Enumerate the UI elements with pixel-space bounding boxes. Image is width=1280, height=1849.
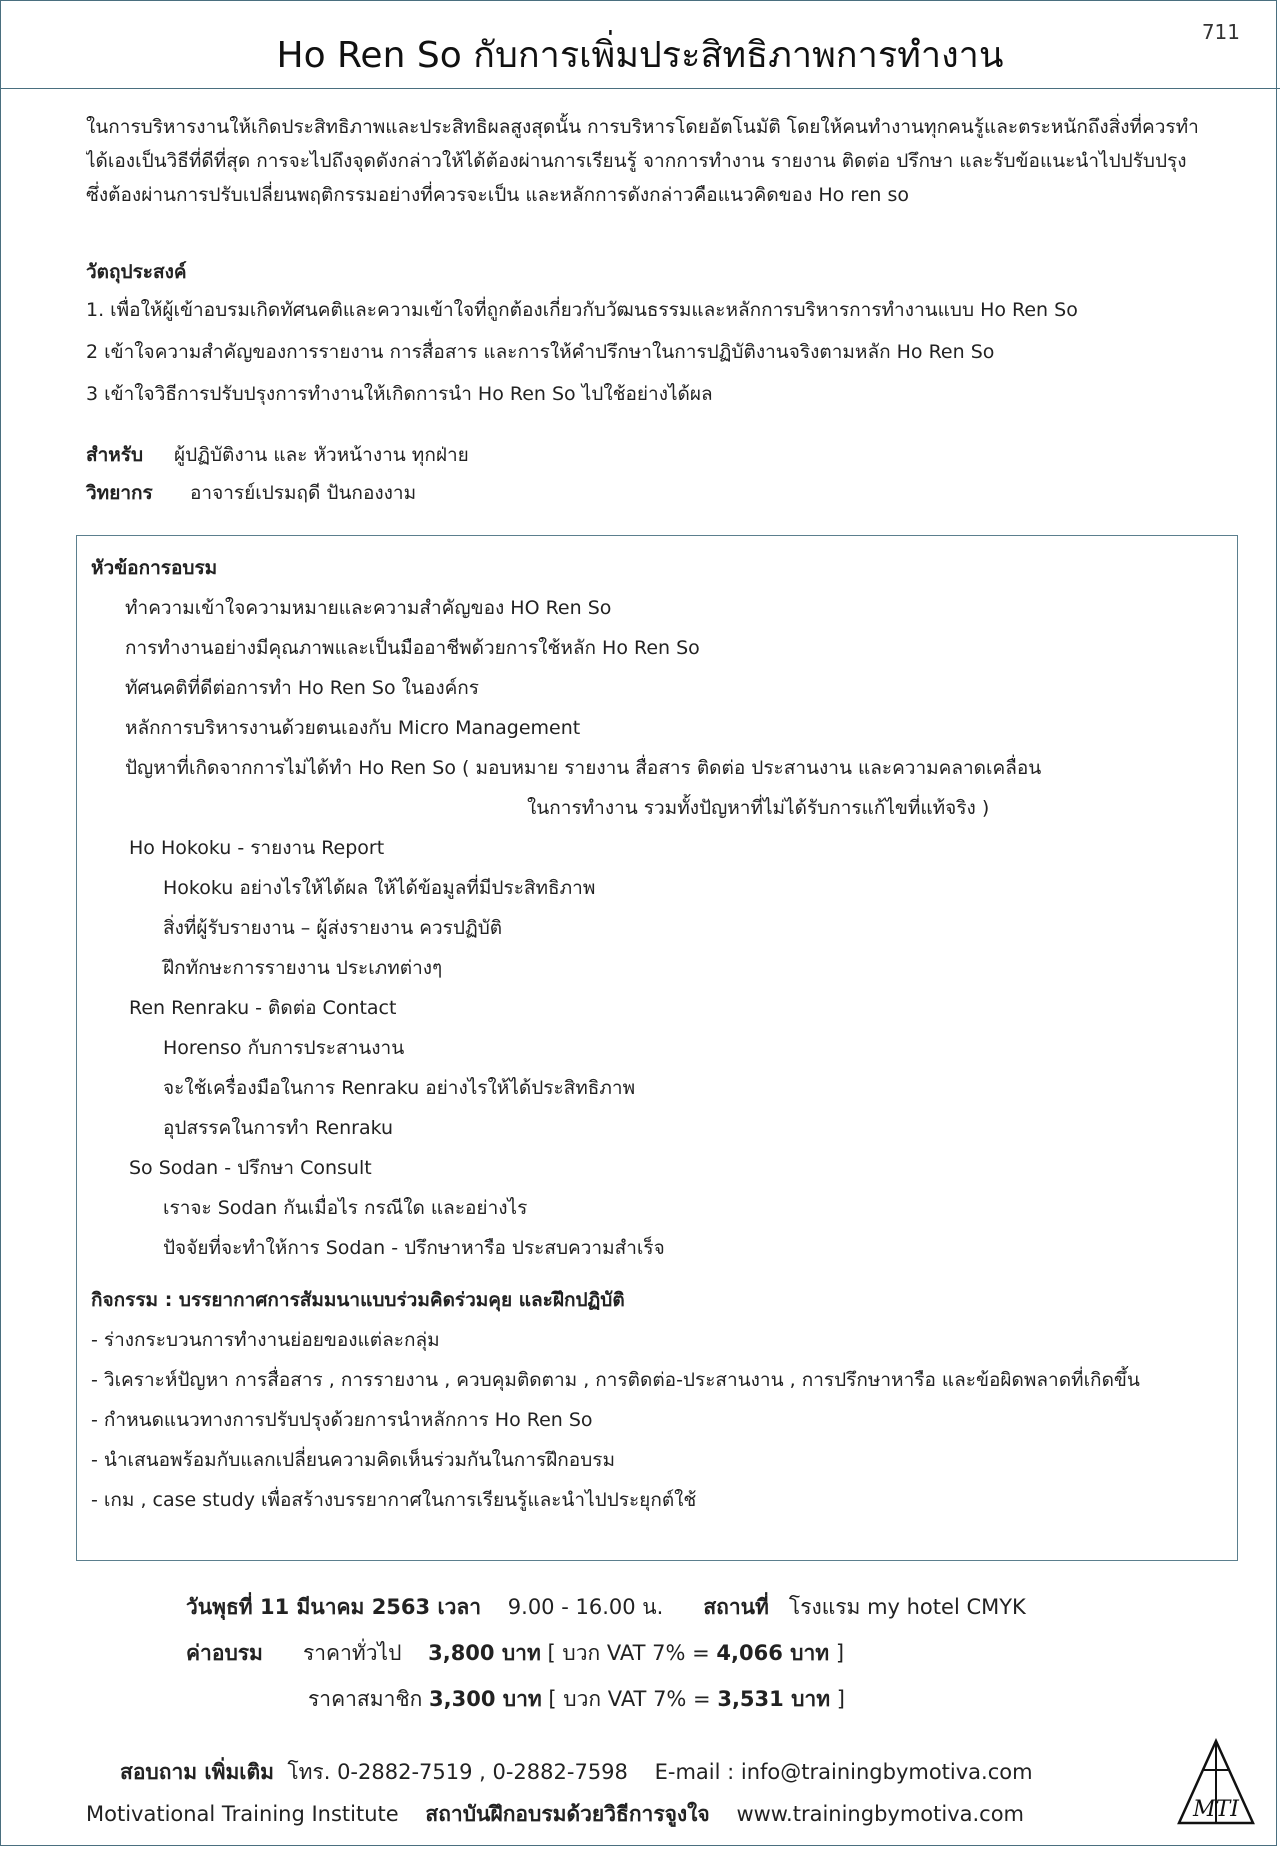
footer (0, 1751, 1280, 1835)
topics-box (76, 535, 1238, 1561)
member-price: 3,300 บาท (429, 1687, 542, 1711)
course-meta (86, 436, 469, 512)
topic-subitem: จะใช้เครื่องมือในการ Renraku อย่างไรให้ได้ประสิทธิภาพ (163, 1077, 636, 1099)
intro-paragraph (86, 110, 1266, 212)
audience-label: สำหรับ (86, 444, 144, 466)
institute-name-th: สถาบันฝึกอบรมด้วยวิธีการจูงใจ (425, 1802, 710, 1826)
topic-subitem: ฝึกทักษะการรายงาน ประเภทต่างๆ (163, 957, 443, 979)
institute-line (0, 1793, 1280, 1835)
objectives-section (86, 255, 1078, 415)
topic-subitem: เราจะ Sodan กันเมื่อไร กรณีใด และอย่างไร (163, 1197, 528, 1219)
audience-row (86, 436, 469, 474)
document-title: Ho Ren So กับการเพิ่มประสิทธิภาพการทำงาน (276, 35, 1004, 76)
topic-item: ปัญหาที่เกิดจากการไม่ได้ทำ Ho Ren So ( มอบหมาย รายงาน สื่อสาร ติดต่อ ประสานงาน และความคลาดเคลื่อน (125, 757, 1042, 779)
trainer-value: อาจารย์เปรมฤดี ปันกองงาม (190, 482, 417, 504)
inquiry-label: สอบถาม เพิ่มเติม (120, 1760, 274, 1784)
activities-section (91, 1280, 1140, 1520)
topic-item-continuation: ในการทำงาน รวมทั้งปัญหาที่ไม่ได้รับการแก้ไขที่แท้จริง ) (527, 797, 990, 819)
general-fee-row (186, 1630, 1026, 1676)
topic-item: หลักการบริหารงานด้วยตนเองกับ Micro Management (125, 717, 581, 739)
topics-content (91, 548, 1140, 1520)
contact-line (0, 1751, 1280, 1793)
intro-line: ได้เองเป็นวิธีที่ดีที่สุด การจะไปถึงจุดดังกล่าวให้ได้ต้องผ่านการเรียนรู้ จากการทำงาน รายงาน ติดต่อ ปรึกษา และรับข้อแนะนำไปปรับปรุง (86, 150, 1187, 172)
mti-logo-icon (1176, 1738, 1256, 1828)
header-divider (0, 88, 1280, 89)
activity-item: - เกม , case study เพื่อสร้างบรรยากาศในการเรียนรู้และนำไปประยุกต์ใช้ (91, 1489, 697, 1511)
date-label: วันพุธที่ 11 มีนาคม 2563 เวลา (186, 1595, 482, 1619)
activities-heading: กิจกรรม : บรรยากาศการสัมมนาแบบร่วมคิดร่วมคุย และฝึกปฏิบัติ (91, 1289, 625, 1311)
logo-letters: MTI (1193, 1797, 1239, 1822)
member-price-label: ราคาสมาชิก (308, 1687, 423, 1711)
topic-group-title: Ho Hokoku - รายงาน Report (129, 837, 385, 859)
general-total: 4,066 บาท (716, 1641, 830, 1665)
activity-item: - วิเคราะห์ปัญหา การสื่อสาร , การรายงาน , ควบคุมติดตาม , การติดต่อ-ประสานงาน , การปรึกษาหารือ และข้อผิดพลาดที่เกิดขึ้น (91, 1369, 1140, 1391)
objectives-list (86, 289, 1078, 415)
objectives-heading: วัตถุประสงค์ (86, 261, 187, 283)
general-bracket: ] (835, 1641, 845, 1665)
member-vat-text: [ บวก VAT 7% = (548, 1687, 711, 1711)
intro-line: ซึ่งต้องผ่านการปรับเปลี่ยนพฤติกรรมอย่างที่ควรจะเป็น และหลักการดังกล่าวคือแนวคิดของ Ho ren so (86, 184, 910, 206)
fee-label: ค่าอบรม (186, 1641, 263, 1665)
intro-line: ในการบริหารงานให้เกิดประสิทธิภาพและประสิทธิผลสูงสุดนั้น การบริหารโดยอัตโนมัติ โดยให้คนทำงานทุกคนรู้และตระหนักถึงสิ่งที่ควรทำ (86, 116, 1199, 138)
activity-item: - กำหนดแนวทางการปรับปรุงด้วยการนำหลักการ Ho Ren So (91, 1409, 593, 1431)
topic-subitem: Hokoku อย่างไรให้ได้ผล ให้ได้ข้อมูลที่มีประสิทธิภาพ (163, 877, 596, 899)
objective-item: 3 เข้าใจวิธีการปรับปรุงการทำงานให้เกิดการนำ Ho Ren So ไปใช้อย่างได้ผล (86, 383, 713, 405)
topics-heading: หัวข้อการอบรม (91, 557, 218, 579)
trainer-row (86, 474, 469, 512)
website-link[interactable]: www.trainingbymotiva.com (736, 1802, 1025, 1826)
schedule-section (186, 1584, 1026, 1722)
topic-subitem: ปัจจัยที่จะทำให้การ Sodan - ปรึกษาหารือ ประสบความสำเร็จ (163, 1237, 665, 1259)
topic-group-title: Ren Renraku - ติดต่อ Contact (129, 997, 397, 1019)
audience-value: ผู้ปฏิบัติงาน และ หัวหน้างาน ทุกฝ่าย (174, 444, 469, 466)
topic-subitem: อุปสรรคในการทำ Renraku (163, 1117, 394, 1139)
objective-item: 2 เข้าใจความสำคัญของการรายงาน การสื่อสาร และการให้คำปรึกษาในการปฏิบัติงานจริงตามหลัก Ho Ren So (86, 341, 995, 363)
venue-label: สถานที่ (703, 1595, 769, 1619)
trainer-label: วิทยากร (86, 482, 153, 504)
member-bracket: ] (836, 1687, 845, 1711)
time-value: 9.00 - 16.00 น. (507, 1595, 664, 1619)
phone-numbers: โทร. 0-2882-7519 , 0-2882-7598 (287, 1760, 628, 1784)
venue-value: โรงแรม my hotel CMYK (788, 1595, 1026, 1619)
topic-subitem: Horenso กับการประสานงาน (163, 1037, 405, 1059)
topic-group-title: So Sodan - ปรึกษา Consult (129, 1157, 372, 1179)
date-venue-row (186, 1584, 1026, 1630)
member-fee-row (186, 1676, 1026, 1722)
institute-name-en: Motivational Training Institute (86, 1802, 399, 1826)
general-vat-text: [ บวก VAT 7% = (547, 1641, 710, 1665)
objective-item: 1. เพื่อให้ผู้เข้าอบรมเกิดทัศนคติและความเข้าใจที่ถูกต้องเกี่ยวกับวัฒนธรรมและหลักการบริหารการทำงานแบบ Ho Ren So (86, 299, 1078, 321)
general-price: 3,800 บาท (428, 1641, 541, 1665)
general-price-label: ราคาทั่วไป (302, 1641, 402, 1665)
member-total: 3,531 บาท (717, 1687, 831, 1711)
topic-item: ทัศนคติที่ดีต่อการทำ Ho Ren So ในองค์กร (125, 677, 480, 699)
topic-item: ทำความเข้าใจความหมายและความสำคัญของ HO Ren So (125, 597, 612, 619)
topic-item: การทำงานอย่างมีคุณภาพและเป็นมืออาชีพด้วยการใช้หลัก Ho Ren So (125, 637, 700, 659)
email-address[interactable]: E-mail : info@trainingbymotiva.com (654, 1760, 1033, 1784)
page-number: 711 (1201, 20, 1240, 44)
topic-subitem: สิ่งที่ผู้รับรายงาน – ผู้ส่งรายงาน ควรปฏิบัติ (163, 917, 503, 939)
activity-item: - นำเสนอพร้อมกับแลกเปลี่ยนความคิดเห็นร่วมกันในการฝึกอบรม (91, 1449, 615, 1471)
activity-item: - ร่างกระบวนการทำงานย่อยของแต่ละกลุ่ม (91, 1329, 440, 1351)
